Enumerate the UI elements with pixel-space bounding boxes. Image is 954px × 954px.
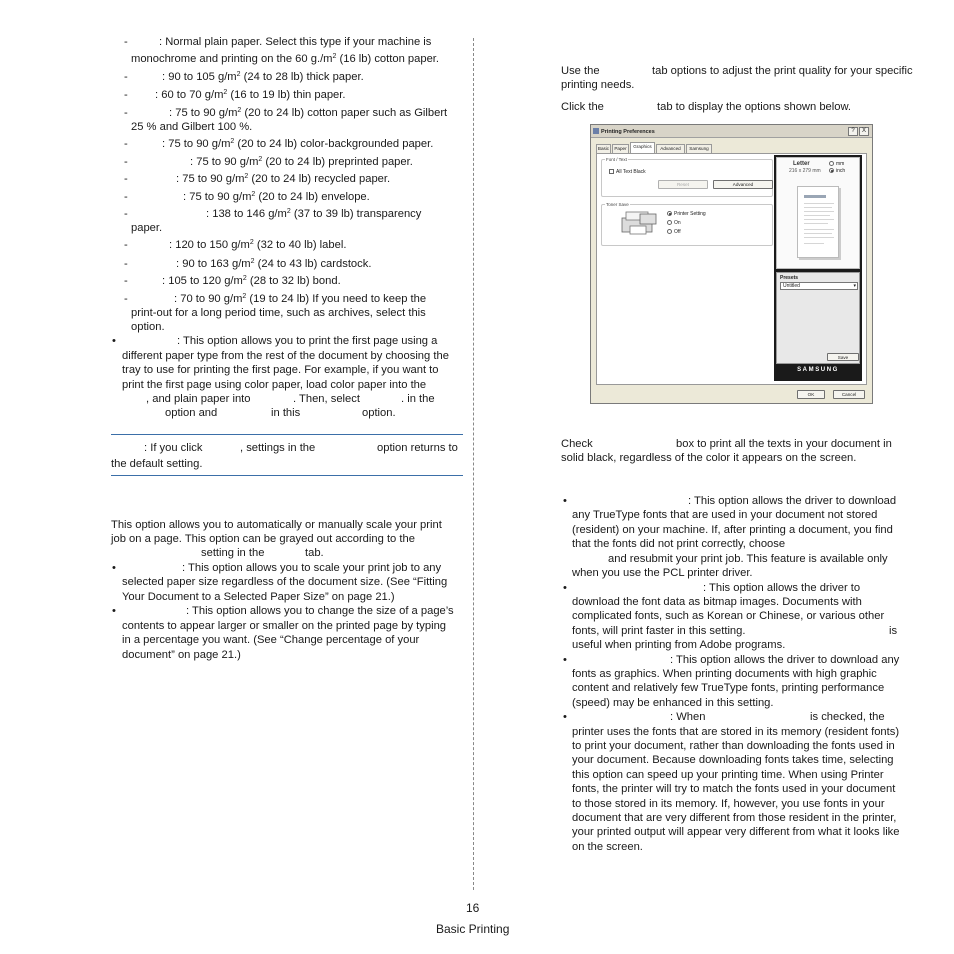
paragraph-line: . in the xyxy=(401,393,435,405)
paragraph-line: document that are very different from those resident in the printer, xyxy=(572,812,897,824)
list-item: : 105 to 120 $g/m^2$ (28 to 32 lb) bond. xyxy=(162,275,341,287)
font-text-group xyxy=(601,159,773,197)
list-dash: - xyxy=(124,71,128,83)
bullet: • xyxy=(563,654,567,666)
list-dash: - xyxy=(124,156,128,168)
paragraph-line: fonts, will print faster in this setting. xyxy=(572,625,746,637)
presets-box xyxy=(776,272,860,364)
paragraph-line: in this xyxy=(271,407,301,419)
list-dash: - xyxy=(124,173,128,185)
paragraph-line: any TrueType fonts that are used in your document not stored xyxy=(572,509,878,521)
help-button[interactable]: ? xyxy=(848,127,858,136)
paragraph-line: : This option allows the driver to download xyxy=(688,495,897,507)
presets-value: Untitled xyxy=(783,283,800,289)
paragraph-line: useful when printing from Adobe programs. xyxy=(572,639,786,651)
list-dash: - xyxy=(124,293,128,305)
bullet: • xyxy=(563,495,567,507)
checkbox-label: All Text Black xyxy=(616,169,646,175)
page-preview-image xyxy=(797,186,839,258)
tab-graphics[interactable]: Graphics xyxy=(630,142,655,153)
paragraph-line: printing needs. xyxy=(561,79,635,91)
printer-icon xyxy=(593,128,599,134)
paragraph-line: (speed) may be enhanced in this setting. xyxy=(572,697,774,709)
paragraph-line: your printed output will appear very different from what it looks like xyxy=(572,826,900,838)
list-dash: - xyxy=(124,36,128,48)
tab-basic[interactable]: Basic xyxy=(597,146,610,151)
paragraph-line: document” on page 21.) xyxy=(122,649,241,661)
list-item: : 90 to 163 $g/m^2$ (24 to 43 lb) cardstock. xyxy=(176,258,372,270)
chevron-down-icon: ▾ xyxy=(853,283,856,289)
list-item-cont: paper. xyxy=(131,222,163,234)
list-item: : 138 to 146 $g/m^2$ (37 to 39 lb) transparency xyxy=(206,208,422,220)
tab-advanced[interactable]: Advanced xyxy=(656,144,685,153)
paper-size: 216 x 279 mm xyxy=(789,168,821,174)
note-text: option returns to xyxy=(377,442,458,454)
toner-off-radio[interactable] xyxy=(667,229,672,234)
paragraph-line: download the font data as bitmap images. Documents with xyxy=(572,596,862,608)
paragraph-line: box to print all the texts in your document in xyxy=(676,438,892,450)
paragraph-line: fonts, the printer will try to match the fonts used in your document xyxy=(572,783,896,795)
paragraph-line: solid black, regardless of the color it appears on the screen. xyxy=(561,452,857,464)
note-text: : If you click xyxy=(144,442,203,454)
radio-label: Off xyxy=(674,229,681,235)
paragraph-line: option and xyxy=(165,407,218,419)
list-dash: - xyxy=(124,258,128,270)
paragraph-line: : This option allows the driver to xyxy=(703,582,861,594)
group-label: Toner Save xyxy=(606,202,629,207)
paragraph-line: is checked, the xyxy=(810,711,885,723)
dialog-title-bar xyxy=(591,125,872,138)
bullet: • xyxy=(112,335,116,347)
paragraph-line: tray to use for printing the first page. For example, if you want to xyxy=(122,364,439,376)
paragraph-line: fonts as graphics. When printing documents with high graphic xyxy=(572,668,877,680)
dialog-title: Printing Preferences xyxy=(601,129,655,135)
paragraph-line: . Then, select xyxy=(293,393,360,405)
list-item-cont: monochrome and printing on the 60 $g./m^2$ (16 lb) cotton paper. xyxy=(131,53,440,65)
cancel-button[interactable]: Cancel xyxy=(833,390,865,399)
unit-label: inch xyxy=(836,168,846,174)
tab-paper[interactable]: Paper xyxy=(612,144,629,153)
list-item: : 75 to 90 $g/m^2$ (20 to 24 lb) color-backgrounded paper. xyxy=(162,138,434,150)
paragraph-line: Your Document to a Selected Paper Size” on page 21.) xyxy=(122,591,395,603)
paragraph-line: when you use the PCL printer driver. xyxy=(572,567,753,579)
paragraph-line: print the first page using color paper, load color paper into the xyxy=(122,379,427,391)
paragraph-line: Click the xyxy=(561,101,604,113)
list-item: : 70 to 90 $g/m^2$ (19 to 24 lb) If you need to keep the xyxy=(174,293,427,305)
toner-save-group xyxy=(601,204,773,246)
list-dash: - xyxy=(124,191,128,203)
list-item: : 75 to 90 $g/m^2$ (20 to 24 lb) preprinted paper. xyxy=(190,156,413,168)
list-item: : 120 to 150 $g/m^2$ (32 to 40 lb) label. xyxy=(169,239,347,251)
preview-side-panel xyxy=(774,155,862,381)
all-text-black-checkbox[interactable] xyxy=(609,169,614,174)
bullet: • xyxy=(563,582,567,594)
paper-name: Letter xyxy=(793,161,810,167)
paragraph-line: contents to appear larger or smaller on the printed page by typing xyxy=(122,620,447,632)
list-item-cont: print-out for a long period time, such as archives, select this xyxy=(131,307,426,319)
paragraph-line: to those stored in its memory. If, however, you use fonts in your xyxy=(572,798,885,810)
paragraph-line: different paper type from the rest of the document by choosing the xyxy=(122,350,449,362)
paragraph-line: : When xyxy=(670,711,706,723)
paragraph-line: and resubmit your print job. This feature is available only xyxy=(608,553,888,565)
list-dash: - xyxy=(124,239,128,251)
list-dash: - xyxy=(124,208,128,220)
paragraph-line: tab. xyxy=(305,547,324,559)
list-item: : 60 to 70 $g/m^2$ (16 to 19 lb) thin paper. xyxy=(155,89,346,101)
paragraph-line: Check xyxy=(561,438,593,450)
radio-label: Printer Setting xyxy=(674,211,706,217)
paragraph-line: in a percentage you want. (See “Change percentage of your xyxy=(122,634,420,646)
paragraph-line: job on a page. This option can be grayed out according to the xyxy=(111,533,415,545)
tab-samsung[interactable]: Samsung xyxy=(686,144,712,153)
paragraph-line: This option allows you to automatically or manually scale your print xyxy=(111,519,442,531)
toner-printer-setting-radio[interactable] xyxy=(667,211,672,216)
paragraph-line: (resident) on your machine. If, after printing a document, you find xyxy=(572,524,893,536)
bullet: • xyxy=(112,562,116,574)
paragraph-line: : This option allows you to scale your print job to any xyxy=(182,562,442,574)
save-button[interactable]: Save xyxy=(827,353,859,361)
unit-mm-radio[interactable] xyxy=(829,161,834,166)
paragraph-line: to print your document, rather than downloading the fonts used in xyxy=(572,740,895,752)
paragraph-line: , and plain paper into xyxy=(146,393,251,405)
paragraph-line: : This option allows the driver to download any xyxy=(670,654,900,666)
paragraph-line: setting in the xyxy=(201,547,265,559)
paragraph-line: : This option allows you to print the first page using a xyxy=(177,335,438,347)
toner-on-radio[interactable] xyxy=(667,220,672,225)
list-item: : Normal plain paper. Select this type if your machine is xyxy=(159,36,432,48)
list-item: : 75 to 90 $g/m^2$ (20 to 24 lb) recycled paper. xyxy=(176,173,391,185)
ok-button[interactable]: OK xyxy=(797,390,825,399)
list-dash: - xyxy=(124,89,128,101)
list-dash: - xyxy=(124,138,128,150)
presets-dropdown[interactable] xyxy=(780,282,858,290)
list-dash: - xyxy=(124,275,128,287)
list-item: : 75 to 90 $g/m^2$ (20 to 24 lb) envelope. xyxy=(183,191,370,203)
close-button[interactable]: X xyxy=(859,127,869,136)
advanced-button[interactable]: Advanced xyxy=(713,180,773,189)
list-item-cont: option. xyxy=(131,321,165,333)
toner-icon xyxy=(618,210,660,236)
bullet: • xyxy=(563,711,567,723)
paragraph-line: selected paper size regardless of the document size. (See “Fitting xyxy=(122,576,448,588)
paragraph-line: your document. Because downloading fonts takes time, selecting xyxy=(572,754,894,766)
samsung-logo: SAMSUNG xyxy=(797,367,839,373)
section-name: Basic Printing xyxy=(436,922,510,936)
printing-preferences-dialog xyxy=(590,124,873,404)
note-bottom-rule xyxy=(111,475,463,476)
paper-preview xyxy=(776,157,860,269)
note-text: the default setting. xyxy=(111,458,203,470)
page-number: 16 xyxy=(466,901,480,915)
presets-label: Presets xyxy=(780,275,799,281)
list-item: : 75 to 90 $g/m^2$ (20 to 24 lb) cotton paper such as Gilbert xyxy=(169,107,448,119)
paragraph-line: printer uses the fonts that are stored in its memory (resident fonts) xyxy=(572,726,900,738)
list-item-cont: 25 % and Gilbert 100 %. xyxy=(131,121,253,133)
paragraph-line: complicated fonts, such as Korean or Chinese, or various other xyxy=(572,610,885,622)
paragraph-line: tab options to adjust the print quality for your specific xyxy=(652,65,913,77)
group-label: Font / Text xyxy=(606,157,627,162)
radio-label: On xyxy=(674,220,681,226)
paragraph-line: is xyxy=(889,625,898,637)
note-top-rule xyxy=(111,434,463,435)
bullet: • xyxy=(112,605,116,617)
paragraph-line: tab to display the options shown below. xyxy=(657,101,852,113)
list-item: : 90 to 105 $g/m^2$ (24 to 28 lb) thick paper. xyxy=(162,71,364,83)
paragraph-line: on the screen. xyxy=(572,841,643,853)
unit-inch-radio[interactable] xyxy=(829,168,834,173)
paragraph-line: option. xyxy=(362,407,396,419)
reset-button[interactable]: Reset xyxy=(658,180,708,189)
paragraph-line: Use the xyxy=(561,65,600,77)
column-divider xyxy=(473,38,474,890)
list-dash: - xyxy=(124,107,128,119)
paragraph-line: that the fonts did not print correctly, choose xyxy=(572,538,786,550)
paragraph-line: : This option allows you to change the size of a page’s xyxy=(186,605,454,617)
paragraph-line: this option can speed up your printing time. When using Printer xyxy=(572,769,884,781)
unit-label: mm xyxy=(836,161,845,167)
note-text: , settings in the xyxy=(240,442,316,454)
paragraph-line: content and relatively few TrueType fonts, printing performance xyxy=(572,682,885,694)
